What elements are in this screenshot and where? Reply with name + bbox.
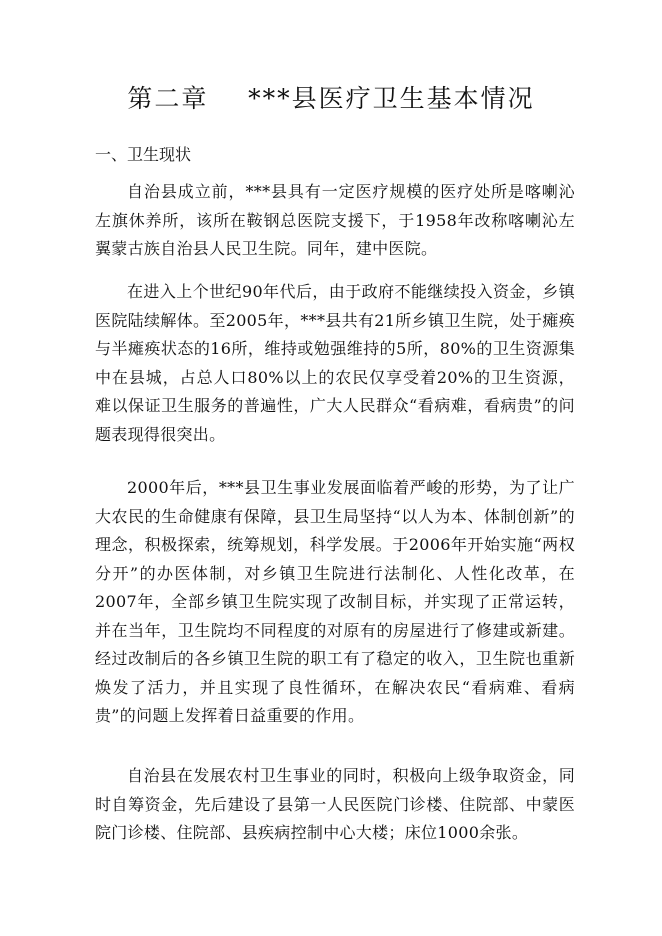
paragraph-4: 自治县在发展农村卫生事业的同时，积极向上级争取资金，同时自筹资金，先后建设了县第一人民医院门诊楼、住院部、中蒙医院门诊楼、住院部、县疾病控制中心大楼；床位1000余张。 [95, 766, 575, 842]
section-heading: 一、卫生现状 [95, 145, 192, 164]
paragraph-1: 自治县成立前，***县具有一定医疗规模的医疗处所是喀喇沁左旗休养所，该所在鞍钢总医院支援下，于1958年改称喀喇沁左翼蒙古族自治县人民卫生院。同年，建中医院。 [95, 182, 575, 258]
paragraph-2: 在进入上个世纪90年代后，由于政府不能继续投入资金，乡镇医院陆续解体。至2005年，***县共有21所乡镇卫生院，处于瘫痪与半瘫痪状态的16所，维持或勉强维持的5所，80%的卫生资源集中在县城，占总人口80%以上的农民仅享受着20%的卫生资源，难以保证卫生服务的普遍性，广大人民群众“看病难，看病贵”的问题表现得很突出。 [95, 282, 575, 444]
paragraph-3: 2000年后，***县卫生事业发展面临着严峻的形势，为了让广大农民的生命健康有保障，县卫生局坚持“以人为本、体制创新”的理念，积极探索，统筹规划，科学发展。于2006年开始实施“两权分开”的办医体制，对乡镇卫生院进行法制化、人性化改革，在2007年，全部乡镇卫生院实现了改制目标，并实现了正常运转，并在当年，卫生院均不同程度的对原有的房屋进行了修建或新建。经过改制后的各乡镇卫生院的职工有了稳定的收入，卫生院也重新焕发了活力，并且实现了良性循环，在解决农民“看病难、看病贵”的问题上发挥着日益重要的作用。 [95, 478, 575, 725]
chapter-title: 第二章 ***县医疗卫生基本情况 [127, 84, 535, 113]
